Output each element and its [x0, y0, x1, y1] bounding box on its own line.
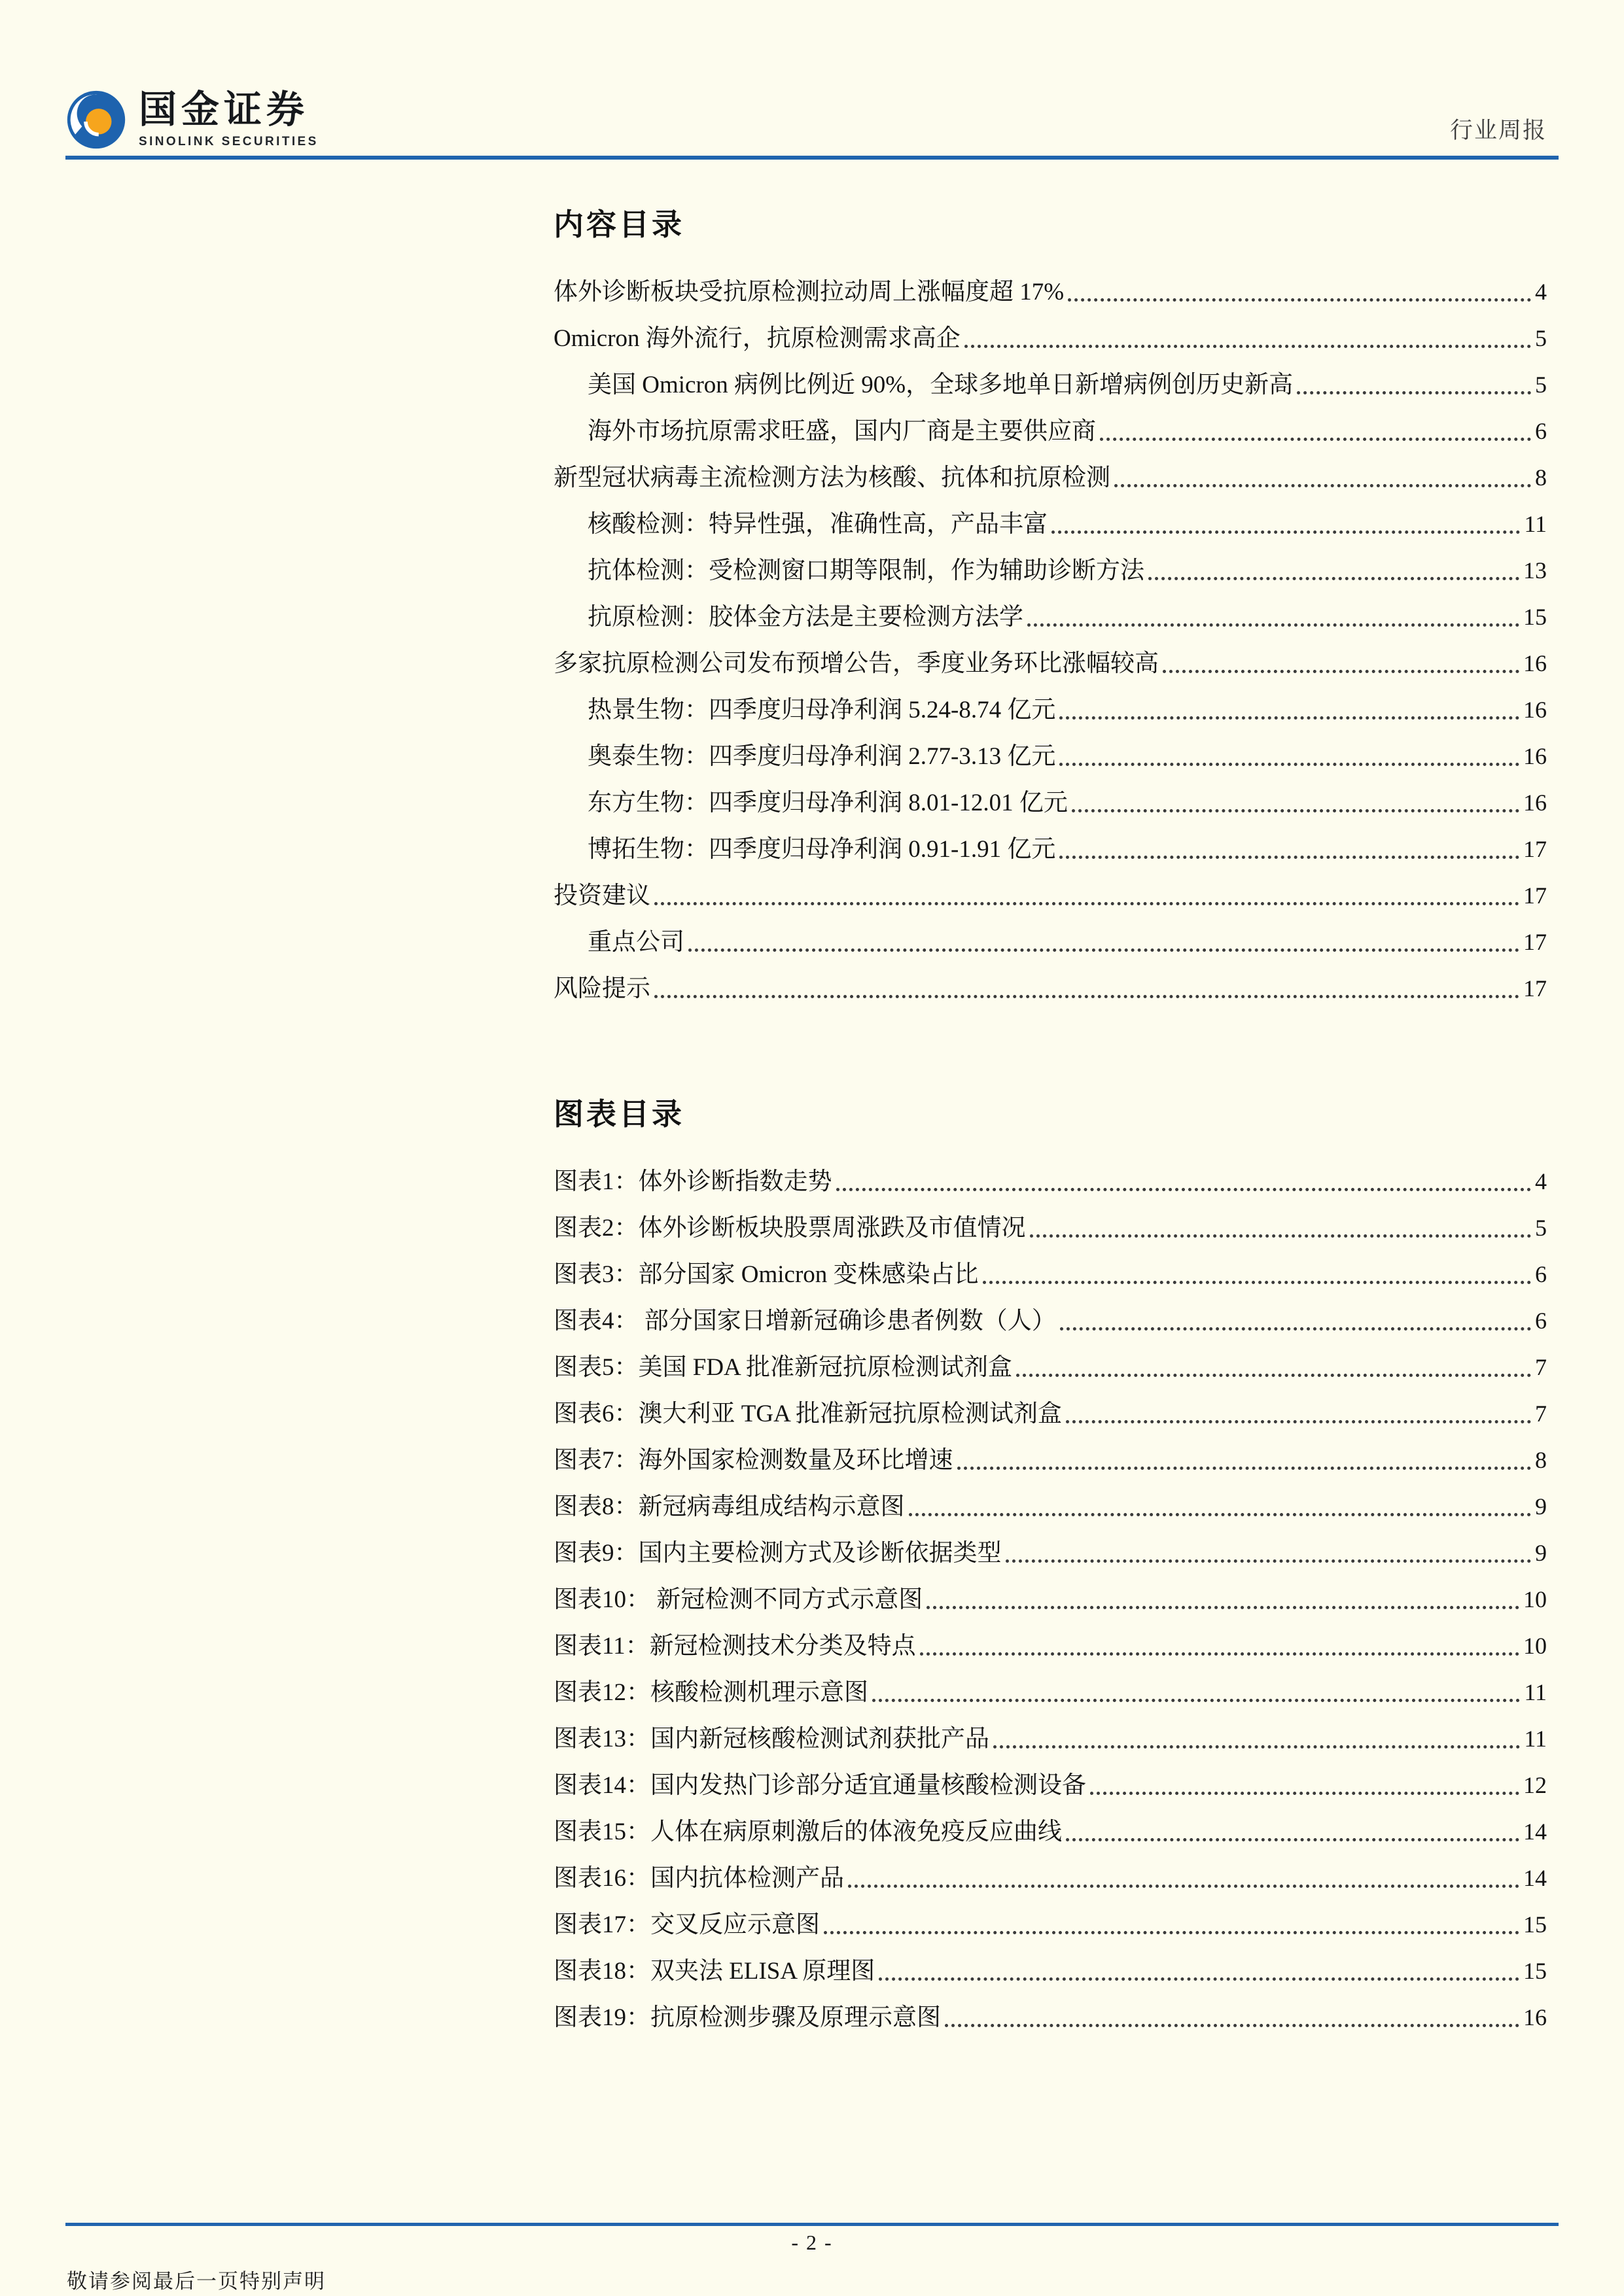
toc-entry[interactable] [554, 548, 1547, 594]
figure-entry[interactable] [554, 1669, 1547, 1716]
dot-leader [1072, 780, 1519, 812]
dot-leader [1059, 733, 1519, 766]
sinolink-logo-icon [65, 89, 127, 150]
figure-entry-label: 图表19：抗原检测步骤及原理示意图 [554, 2004, 941, 2031]
dot-leader [909, 1484, 1532, 1516]
dot-leader [1297, 362, 1531, 394]
dot-leader [848, 1855, 1519, 1888]
dot-leader [927, 1576, 1519, 1609]
figure-entry-label: 图表10： 新冠检测不同方式示意图 [554, 1586, 923, 1613]
figure-entry-label: 图表7：海外国家检测数量及环比增速 [554, 1447, 953, 1474]
figure-entry-page: 4 [1535, 1168, 1547, 1194]
dot-leader [1100, 408, 1531, 441]
toc-entry-page: 8 [1535, 464, 1547, 491]
toc-entry-label: 体外诊断板块受抗原检测拉动周上涨幅度超 17% [554, 279, 1065, 305]
dot-leader [957, 1437, 1532, 1470]
dot-leader [654, 965, 1519, 998]
toc-entry-label: 博拓生物：四季度归母净利润 0.91-1.91 亿元 [588, 836, 1056, 863]
figure-entry-page: 5 [1535, 1215, 1547, 1241]
figure-entry-label: 图表16：国内抗体检测产品 [554, 1865, 844, 1892]
figure-entry-label: 图表6：澳大利亚 TGA 批准新冠抗原检测试剂盒 [554, 1400, 1062, 1427]
toc-entry-label: 海外市场抗原需求旺盛，国内厂商是主要供应商 [588, 418, 1096, 445]
footer-divider [65, 2223, 1559, 2226]
figure-entry-page: 6 [1535, 1261, 1547, 1287]
toc-entry-page: 15 [1523, 604, 1547, 630]
toc-entry[interactable] [554, 594, 1547, 640]
dot-leader [872, 1669, 1520, 1702]
figure-entry-label: 图表17：交叉反应示意图 [554, 1911, 820, 1938]
toc-entry-label: 核酸检测：特异性强，准确性高，产品丰富 [588, 511, 1048, 538]
figure-entry-page: 11 [1524, 1726, 1547, 1752]
dot-leader [1066, 1391, 1531, 1423]
figure-entry-page: 15 [1523, 1911, 1547, 1938]
dot-leader [1059, 687, 1519, 720]
figure-entry-page: 7 [1535, 1354, 1547, 1380]
dot-leader [1163, 640, 1519, 673]
toc-entry-label: 抗体检测：受检测窗口期等限制，作为辅助诊断方法 [588, 557, 1144, 584]
figure-entry[interactable] [554, 1530, 1547, 1576]
figure-list [554, 1158, 1547, 2041]
toc-entry-label: 抗原检测：胶体金方法是主要检测方法学 [588, 604, 1023, 631]
dot-leader [1068, 269, 1531, 302]
toc-entry[interactable] [554, 873, 1547, 919]
figure-entry[interactable] [554, 1809, 1547, 1855]
figure-entry-page: 10 [1523, 1586, 1547, 1612]
toc-entry-label: Omicron 海外流行，抗原检测需求高企 [554, 325, 961, 352]
figure-entry[interactable] [554, 1158, 1547, 1205]
figure-entry[interactable] [554, 1716, 1547, 1762]
toc-entry[interactable] [554, 826, 1547, 873]
figure-entry-label: 图表4： 部分国家日增新冠确诊患者例数（人） [554, 1308, 1056, 1334]
toc-entry[interactable] [554, 362, 1547, 408]
brand-name-cn: 国金证券 [139, 88, 309, 131]
toc-list [554, 269, 1547, 1012]
figure-entry-page: 11 [1524, 1679, 1547, 1705]
dot-leader [1148, 548, 1519, 580]
toc-entry-label: 奥泰生物：四季度归母净利润 2.77-3.13 亿元 [588, 743, 1056, 770]
toc-entry-page: 17 [1523, 836, 1547, 862]
dot-leader [1006, 1530, 1532, 1563]
figure-entry-label: 图表14：国内发热门诊部分适宜通量核酸检测设备 [554, 1772, 1086, 1799]
toc-entry-label: 东方生物：四季度归母净利润 8.01-12.01 亿元 [588, 790, 1068, 816]
toc-entry-label: 重点公司 [588, 929, 684, 956]
toc-title: 内容目录 [554, 208, 684, 241]
toc-entry[interactable] [554, 501, 1547, 548]
dot-leader [879, 1948, 1519, 1981]
dot-leader [1059, 826, 1519, 859]
toc-entry-label: 多家抗原检测公司发布预增公告，季度业务环比涨幅较高 [554, 650, 1159, 677]
toc-entry[interactable] [554, 269, 1547, 315]
figure-entry[interactable] [554, 1994, 1547, 2041]
figure-entry-label: 图表5：美国 FDA 批准新冠抗原检测试剂盒 [554, 1354, 1012, 1381]
figure-index [554, 1096, 1547, 2041]
figure-entry-page: 9 [1535, 1493, 1547, 1520]
toc-entry[interactable] [554, 687, 1547, 733]
toc-entry-page: 13 [1523, 557, 1547, 583]
figure-entry[interactable] [554, 1576, 1547, 1623]
header-divider [65, 156, 1559, 160]
toc-entry[interactable] [554, 780, 1547, 826]
dot-leader [836, 1158, 1532, 1191]
toc-entry-page: 11 [1524, 511, 1547, 537]
toc-entry-label: 热景生物：四季度归母净利润 5.24-8.74 亿元 [588, 697, 1056, 723]
toc-entry[interactable] [554, 315, 1547, 362]
toc-entry-page: 5 [1535, 325, 1547, 351]
figure-entry[interactable] [554, 1484, 1547, 1530]
toc-entry-page: 17 [1523, 882, 1547, 909]
sinolink-logo [65, 89, 319, 150]
dot-leader [945, 1994, 1519, 2027]
toc-entry[interactable] [554, 965, 1547, 1012]
figure-entry-page: 9 [1535, 1540, 1547, 1566]
figure-entry-label: 图表2：体外诊断板块股票周涨跌及市值情况 [554, 1215, 1026, 1242]
toc-entry-page: 4 [1535, 279, 1547, 305]
figure-entry-page: 7 [1535, 1400, 1547, 1427]
figure-entry-page: 8 [1535, 1447, 1547, 1473]
dot-leader [1090, 1762, 1519, 1795]
dot-leader [920, 1623, 1519, 1656]
toc-entry-page: 5 [1535, 372, 1547, 398]
page-number: - 2 - [791, 2231, 833, 2254]
toc-entry-page: 6 [1535, 418, 1547, 444]
figure-entry-label: 图表9：国内主要检测方式及诊断依据类型 [554, 1540, 1002, 1567]
dot-leader [688, 919, 1519, 952]
toc-entry-page: 16 [1523, 697, 1547, 723]
toc-entry-label: 新型冠状病毒主流检测方法为核酸、抗体和抗原检测 [554, 464, 1110, 491]
dot-leader [824, 1902, 1519, 1934]
dot-leader [1016, 1344, 1531, 1377]
figure-entry-page: 12 [1523, 1772, 1547, 1798]
brand-text [139, 90, 319, 149]
toc-entry-label: 美国 Omicron 病例比例近 90%，全球多地单日新增病例创历史新高 [588, 372, 1294, 398]
toc-entry-label: 风险提示 [554, 975, 650, 1002]
toc-entry-page: 16 [1523, 790, 1547, 816]
toc-entry-label: 投资建议 [554, 882, 650, 909]
dot-leader [1066, 1809, 1519, 1841]
figure-entry-page: 6 [1535, 1308, 1547, 1334]
dot-leader [654, 873, 1519, 905]
figure-entry[interactable] [554, 1623, 1547, 1669]
brand-name-en: SINOLINK SECURITIES [139, 134, 319, 148]
figure-entry-page: 14 [1523, 1865, 1547, 1891]
dot-leader [1051, 501, 1520, 534]
toc-entry[interactable] [554, 408, 1547, 455]
figure-entry[interactable] [554, 1391, 1547, 1437]
figure-entry-label: 图表12：核酸检测机理示意图 [554, 1679, 868, 1706]
figure-entry-page: 15 [1523, 1958, 1547, 1984]
figure-index-title: 图表目录 [554, 1098, 684, 1131]
figure-entry-label: 图表8：新冠病毒组成结构示意图 [554, 1493, 905, 1520]
figure-entry[interactable] [554, 1251, 1547, 1298]
toc-entry[interactable] [554, 455, 1547, 501]
figure-entry[interactable] [554, 1902, 1547, 1948]
figure-entry[interactable] [554, 1298, 1547, 1344]
figure-entry-label: 图表18：双夹法 ELISA 原理图 [554, 1958, 875, 1985]
dot-leader [1114, 455, 1531, 487]
figure-entry[interactable] [554, 1344, 1547, 1391]
figure-entry[interactable] [554, 1437, 1547, 1484]
toc-entry-page: 17 [1523, 929, 1547, 955]
footer-disclaimer: 敬请参阅最后一页特别声明 [67, 2270, 326, 2293]
toc-entry-page: 17 [1523, 975, 1547, 1001]
dot-leader [964, 315, 1531, 348]
figure-entry-label: 图表11：新冠检测技术分类及特点 [554, 1633, 916, 1660]
figure-entry[interactable] [554, 1205, 1547, 1251]
dot-leader [993, 1716, 1520, 1748]
report-type-label: 行业周报 [1449, 118, 1547, 143]
figure-entry-page: 10 [1523, 1633, 1547, 1659]
toc-entry-page: 16 [1523, 743, 1547, 769]
dot-leader [1060, 1298, 1531, 1331]
toc-entry[interactable] [554, 919, 1547, 965]
figure-entry[interactable] [554, 1948, 1547, 1994]
dot-leader [1027, 594, 1519, 627]
dot-leader [1030, 1205, 1532, 1238]
figure-entry[interactable] [554, 1762, 1547, 1809]
figure-entry-page: 16 [1523, 2004, 1547, 2030]
toc-entry[interactable] [554, 640, 1547, 687]
figure-entry-label: 图表1：体外诊断指数走势 [554, 1168, 832, 1195]
toc-entry[interactable] [554, 733, 1547, 780]
toc-entry-page: 16 [1523, 650, 1547, 676]
figure-entry[interactable] [554, 1855, 1547, 1902]
table-of-contents [554, 207, 1547, 1012]
figure-entry-label: 图表15：人体在病原刺激后的体液免疫反应曲线 [554, 1818, 1062, 1845]
figure-entry-label: 图表3：部分国家 Omicron 变株感染占比 [554, 1261, 979, 1288]
figure-entry-page: 14 [1523, 1818, 1547, 1845]
figure-entry-label: 图表13：国内新冠核酸检测试剂获批产品 [554, 1726, 989, 1752]
dot-leader [983, 1251, 1531, 1284]
